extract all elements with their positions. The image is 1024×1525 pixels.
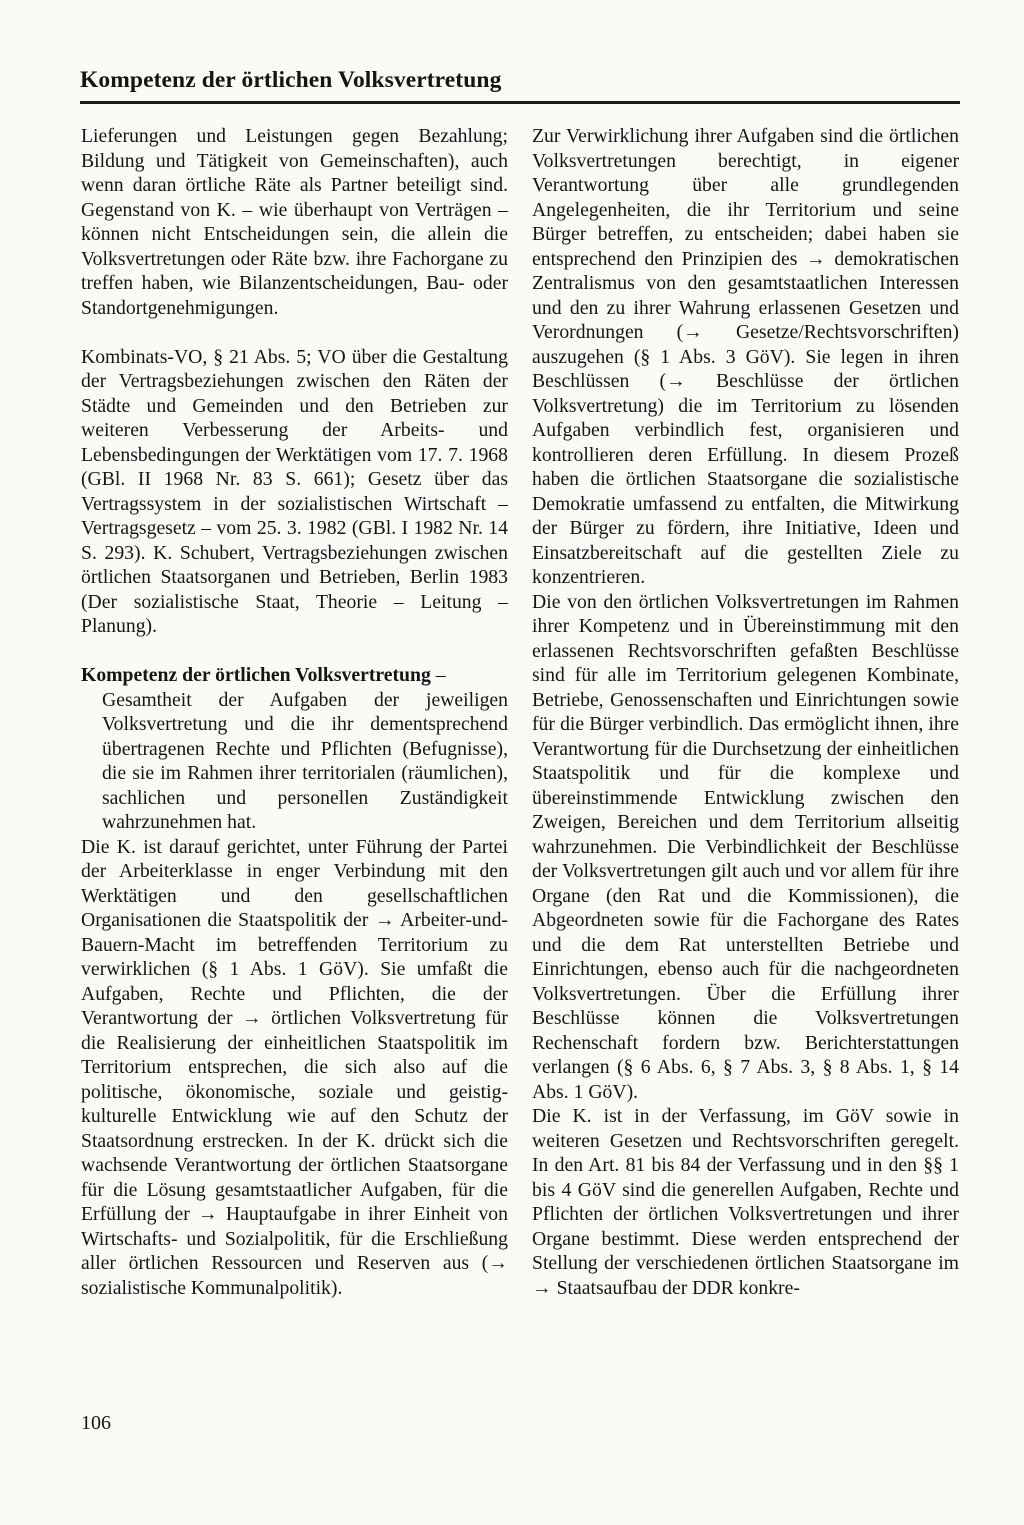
- left-paragraph-references: Kombinats-VO, § 21 Abs. 5; VO über die Gestaltung der Vertragsbeziehungen zwischen den Räten der Städte und Gemeinden und den Betrieben zur weiteren Verbesserung der Arbeits- und Lebensbedingungen der Werktätigen vom 17. 7. 1968 (GBl. II 1968 Nr. 83 S. 661); Gesetz über das Vertragssystem in der sozialistischen Wirtschaft – Vertragsgesetz – vom 25. 3. 1982 (GBl. I 1982 Nr. 14 S. 293). K. Schubert, Vertragsbeziehungen zwischen örtlichen Staatsorganen und Betrieben, Berlin 1983 (Der sozialistische Staat, Theorie – Leitung – Planung).: [81, 345, 508, 637]
- left-column: [81, 124, 508, 1300]
- right-paragraph-realisation: Zur Verwirklichung ihrer Aufgaben sind die örtlichen Volksvertretungen berechtigt, in eigener Verantwortung über alle grundlegenden Angelegenheiten, die ihr Territorium und seine Bürger betreffen, zu entscheiden; dabei haben sie entsprechend den Prinzipien des → demokratischen Zentralismus von den gesamtstaatlichen Interessen und den zu ihrer Wahrung erlassenen Gesetzen und Verordnungen (→ Gesetze/Rechtsvorschriften) auszugehen (§ 1 Abs. 3 GöV). Sie legen in ihren Beschlüssen (→ Beschlüsse der örtlichen Volksvertretung) die im Territorium zu lösenden Aufgaben verbindlich fest, organisieren und kontrollieren deren Erfüllung. In diesem Prozeß haben die örtlichen Staatsorgane die sozialistische Demokratie umfassend zu entfalten, die Mitwirkung der Bürger zu fördern, ihre Initiative, Ideen und Einsatzbereitschaft auf die gestellten Ziele zu konzentrieren.: [532, 125, 959, 588]
- dictionary-entry: [81, 663, 508, 835]
- page-number: 106: [81, 1412, 111, 1434]
- entry-keyword: Kompetenz der örtlichen Volksvertretung: [81, 664, 431, 686]
- right-paragraph-decisions: Die von den örtlichen Volksvertretungen im Rahmen ihrer Kompetenz und in Übereinstimmung mit den erlassenen Rechtsvorschriften gefaßten Beschlüsse sind für alle im Territorium gelegenen Kombinate, Betriebe, Genossenschaften und Einrichtungen sowie für die Bürger verbindlich. Das ermöglicht ihnen, ihre Verantwortung für die Durchsetzung der einheitlichen Staatspolitik und für die komplexe und übereinstimmende Entwicklung zwischen den Zweigen, Bereichen und dem Territorium allseitig wahrzunehmen. Die Verbindlichkeit der Beschlüsse der Volksvertretungen gilt auch und vor allem für ihre Organe (den Rat und die Kommissionen), die Abgeordneten sowie für die Fachorgane des Rates und die dem Rat unterstellten Betriebe und Einrichtungen, ebenso auch für die nachgeordneten Volksvertretungen. Über die Erfüllung ihrer Beschlüsse können die Volksvertretungen Rechenschaft fordern bzw. Berichterstattungen verlangen (§ 6 Abs. 6, § 7 Abs. 3, § 8 Abs. 1, § 14 Abs. 1 GöV).: [532, 590, 959, 1103]
- running-head-title: Kompetenz der örtlichen Volksvertretung: [80, 67, 502, 93]
- right-paragraph-legislation: Die K. ist in der Verfassung, im GöV sowie in weiteren Gesetzen und Rechtsvorschriften geregelt. In den Art. 81 bis 84 der Verfassung und in den §§ 1 bis 4 GöV sind die generellen Aufgaben, Rechte und Pflichten der örtlichen Volksvertretungen und ihrer Organe bestimmt. Diese werden entsprechend der Stellung der verschiedenen örtlichen Staatsorgane im → Staatsaufbau der DDR konkre-: [532, 1105, 959, 1299]
- header-rule: [80, 101, 960, 104]
- left-paragraph-contracts: Lieferungen und Leistungen gegen Bezahlung; Bildung und Tätigkeit von Gemeinschaften), auch wenn daran örtliche Räte als Partner beteiligt sind. Gegenstand von K. – wie überhaupt von Verträgen – können nicht Entscheidungen sein, die allein die Volksvertretungen oder Räte bzw. ihre Fachorgane zu treffen haben, wie Bilanzentscheidungen, Bau- oder Standortgenehmigungen.: [81, 125, 508, 319]
- entry-definition: Gesamtheit der Aufgaben der jeweiligen Volksvertretung und die ihr dementsprechend übertragenen Rechte und Pflichten (Befugnisse), die sie im Rahmen ihrer territorialen (räumlichen), sachlichen und personellen Zuständigkeit wahrzunehmen hat.: [102, 688, 508, 833]
- entry-dash: –: [430, 664, 446, 686]
- right-column: [532, 124, 959, 1300]
- left-paragraph-competence: Die K. ist darauf gerichtet, unter Führung der Partei der Arbeiterklasse in enger Verbindung mit den Werktätigen und den gesellschaftlichen Organisationen die Staatspolitik der → Arbeiter-und-Bauern-Macht im betreffenden Territorium zu verwirklichen (§ 1 Abs. 1 GöV). Sie umfaßt die Aufgaben, Rechte und Pflichten, die der Verantwortung der → örtlichen Volksvertretung für die Realisierung der einheitlichen Staatspolitik im Territorium entsprechen, die sich also auf die politische, ökonomische, soziale und geistig-kulturelle Entwicklung wie auf den Schutz der Staatsordnung erstrecken. In der K. drückt sich die wachsende Verantwortung der örtlichen Staatsorgane für die Lösung gesamtstaatlicher Aufgaben, für die Erfüllung der → Hauptaufgabe in ihrer Einheit von Wirtschafts- und Sozialpolitik, für die Erschließung aller örtlichen Ressourcen und Reserven aus (→ sozialistische Kommunalpolitik).: [81, 835, 508, 1299]
